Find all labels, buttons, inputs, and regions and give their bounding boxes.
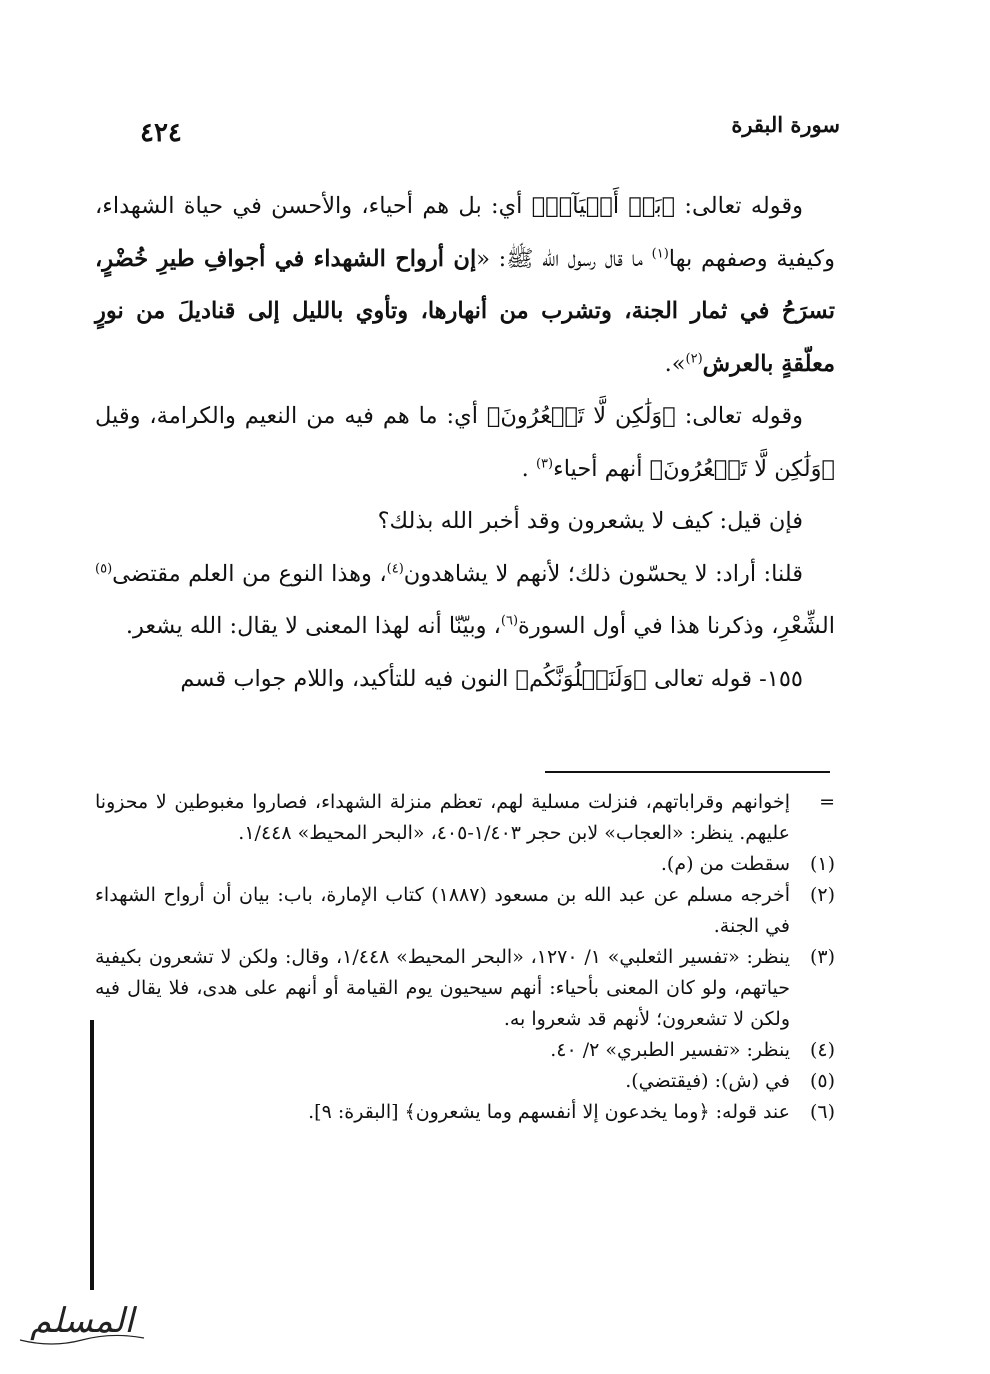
footnote-text: ينظر: «تفسير الطبري» ٢/ ٤٠. bbox=[550, 1039, 790, 1061]
p4-text-2: ، وهذا النوع من العلم مقتضى bbox=[112, 560, 387, 587]
watermark-logo bbox=[12, 1290, 152, 1354]
footnote-text: في (ش): (فيقتضي). bbox=[625, 1070, 790, 1092]
footnote-number: (٤) bbox=[809, 1039, 835, 1061]
footnote-4 bbox=[95, 1035, 835, 1066]
footnote-5 bbox=[95, 1066, 835, 1097]
p1-text-2: ما قال رسول الله ﷺ: « bbox=[476, 245, 652, 272]
paragraph-5: ١٥٥- قوله تعالى ﴿وَلَنَبۡلُوَنَّكُم﴾ النون فيه للتأكيد، واللام جواب قسم bbox=[180, 665, 803, 692]
footnote-number: (٢) bbox=[809, 884, 835, 906]
footnote-ref-4: (٤) bbox=[386, 561, 404, 576]
p1-text: وقوله تعالى: ﴿بَلۡ أَحۡيَآءٞ﴾ أي: بل هم أحياء، والأحسن في حياة الشهداء، وكيفية وصفهم بها bbox=[95, 193, 835, 272]
footnote-number: (٥) bbox=[809, 1070, 835, 1092]
p4-text-4: ، وبيّنّا أنه لهذا المعنى لا يقال: الله يشعر. bbox=[125, 613, 501, 639]
footnote-text: أخرجه مسلم عن عبد الله بن مسعود (١٨٨٧) كتاب الإمارة، باب: بيان أن أرواح الشهداء في الجنة. bbox=[95, 884, 790, 937]
p4-text-3: الشِّعْرِ، وذكرنا هذا في أول السورة bbox=[518, 613, 835, 639]
paragraph-3: فإن قيل: كيف لا يشعرون وقد أخبر الله بذلك؟ bbox=[377, 508, 803, 534]
footnote-text: عند قوله: ﴿وما يخدعون إلا أنفسهم وما يشعرون﴾ [البقرة: ٩]. bbox=[308, 1101, 790, 1123]
paragraph-1 bbox=[95, 180, 835, 390]
footnote-text: سقطت من (م). bbox=[660, 853, 790, 875]
footnote-ref-5: (٥) bbox=[95, 561, 113, 576]
p2-text: وقوله تعالى: ﴿وَلَٰكِن لَّا تَشۡعُرُونَ﴾ أي: ما هم فيه من النعيم والكرامة، وقيل ﴿وَلَٰكِن لَّا تَشۡعُرُونَ﴾ أنهم أحياء bbox=[95, 403, 835, 482]
footnote-1 bbox=[95, 849, 835, 880]
footnotes bbox=[95, 787, 835, 1128]
footnote-number: (٣) bbox=[809, 946, 835, 968]
p4-text: قلنا: أراد: لا يحسّون ذلك؛ لأنهم لا يشاهدون bbox=[403, 560, 803, 587]
footnote-separator bbox=[545, 771, 830, 773]
footnote-text: ينظر: «تفسير الثعلبي» ١/ ١٢٧٠، «البحر المحيط» ١/٤٤٨، وقال: ولكن لا تشعرون بكيفية حياتهم، ولو كان المعنى بأحياء: أنهم سيحيون يوم القيامة أو أنهم على هدى، فلا يقال فيه ولكن لا تشعرون؛ لأنهم قد شعروا به. bbox=[95, 946, 790, 1030]
page-number: ٤٢٤ bbox=[140, 118, 182, 148]
footnote-number: (١) bbox=[809, 853, 835, 875]
paragraph-4 bbox=[95, 548, 835, 653]
footnote-number: = bbox=[819, 791, 835, 813]
hadith-text: إن أرواح الشهداء في أجوافِ طيرِ خُضْرٍ، تسرَحُ في ثمار الجنة، وتشرب من أنهارها، وتأوي بالليل إلى قناديلَ من نورٍ معلّقةٍ بالعرش bbox=[95, 245, 835, 377]
footnote-ref-6: (٦) bbox=[500, 613, 519, 629]
footnote-3 bbox=[95, 942, 835, 1035]
p2-text-2: . bbox=[521, 455, 536, 482]
p1-text-3: ». bbox=[664, 350, 686, 377]
logo-text: المسلم bbox=[30, 1301, 134, 1341]
footnote-ref-2: (٢) bbox=[685, 351, 703, 366]
footnote-continued bbox=[95, 787, 835, 849]
footnote-ref-1: (١) bbox=[651, 246, 669, 261]
paragraph-2 bbox=[95, 390, 835, 495]
footnote-number: (٦) bbox=[809, 1101, 835, 1123]
main-text bbox=[95, 180, 835, 705]
scan-edge-line bbox=[90, 1020, 94, 1290]
page-header bbox=[140, 112, 840, 152]
footnote-6 bbox=[95, 1097, 835, 1128]
footnote-ref-3: (٣) bbox=[535, 456, 554, 471]
surah-title: سورة البقرة bbox=[731, 112, 840, 137]
footnote-text: إخوانهم وقراباتهم، فنزلت مسلية لهم، تعظم منزلة الشهداء، فصاروا مغبوطين لا محزونا عليهم. ينظر: «العجاب» لابن حجر ١/٤٠٣-٤٠٥، «البحر المحيط» ١/٤٤٨. bbox=[95, 791, 790, 844]
footnote-2 bbox=[95, 880, 835, 942]
